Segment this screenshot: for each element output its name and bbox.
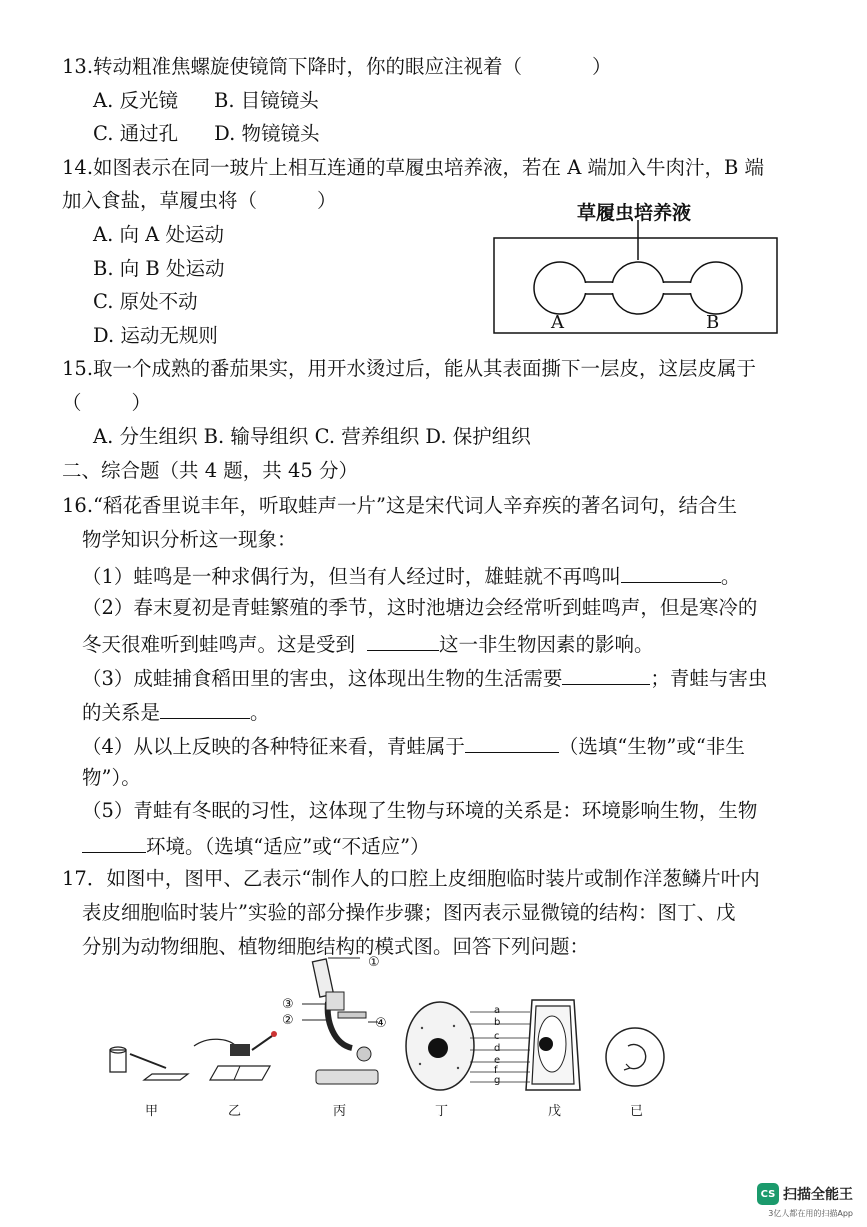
q16-part3-line1: （3）成蛙捕食稻田里的害虫，这体现出生物的生活需要 ；青蛙与害虫 xyxy=(82,667,768,690)
q16-part1: （1）蛙鸣是一种求偶行为，但当有人经过时，雄蛙就不再鸣叫 。 xyxy=(82,565,741,588)
q14-option-d: D. 运动无规则 xyxy=(93,324,218,347)
q16-part3-line2: 的关系是 。 xyxy=(82,701,270,724)
drop-a xyxy=(534,262,586,314)
cell-letter-a: a xyxy=(494,1005,501,1016)
scanner-name: 扫描全能王 xyxy=(783,1187,853,1203)
culture-slide-diagram xyxy=(490,218,780,338)
fig-wu-plant-cell xyxy=(522,996,584,1096)
q15-stem-line2: （ ） xyxy=(62,391,152,414)
mark-2: ② xyxy=(282,1013,294,1028)
cell-letter-d: d xyxy=(494,1043,501,1054)
q14-option-c: C. 原处不动 xyxy=(93,290,198,313)
fig-label-yi2: 已 xyxy=(630,1104,644,1119)
q14-stem-line2: 加入食盐，草履虫将（ ） xyxy=(62,189,337,212)
fig-label-wu: 戊 xyxy=(548,1104,562,1119)
label-a: A xyxy=(551,312,564,333)
q15-options: A. 分生组织 B. 输导组织 C. 营养组织 D. 保护组织 xyxy=(93,425,531,448)
cell-letter-e: e xyxy=(494,1055,501,1066)
cell-letter-g: g xyxy=(494,1075,501,1086)
answer-blank-6 xyxy=(82,834,146,853)
label-b: B xyxy=(706,312,720,333)
fig-jia-dropper-slide xyxy=(104,1036,192,1086)
camscanner-logo-icon: CS xyxy=(757,1183,779,1205)
q14-stem-line1: 14.如图表示在同一玻片上相互连通的草履虫培养液，若在 A 端加入牛肉汁，B 端 xyxy=(62,156,765,179)
q16-part4-line1: （4）从以上反映的各种特征来看，青蛙属于 （选填“生物”或“非生 xyxy=(82,735,745,758)
q17-stem-line3: 分别为动物细胞、植物细胞结构的模式图。回答下列问题： xyxy=(82,935,590,958)
q14-option-b: B. 向 B 处运动 xyxy=(93,257,225,280)
answer-blank-4 xyxy=(160,700,250,719)
cell-letter-c: c xyxy=(494,1031,500,1042)
fig-label-yi: 乙 xyxy=(228,1104,242,1119)
q16-stem-line1: 16.“稻花香里说丰年，听取蛙声一片”这是宋代词人辛弃疾的著名词句，结合生 xyxy=(62,494,737,517)
answer-blank-2 xyxy=(367,632,439,651)
fig-label-ding: 丁 xyxy=(435,1104,449,1119)
q13-stem: 13.转动粗准焦螺旋使镜筒下降时，你的眼应注视着（ ） xyxy=(62,55,612,78)
q13-options-row1: A. 反光镜 B. 目镜镜头 xyxy=(93,89,319,112)
channel-mask-left xyxy=(580,283,620,293)
answer-blank-3 xyxy=(562,666,650,685)
answer-blank-5 xyxy=(465,734,559,753)
fig-label-jia: 甲 xyxy=(145,1104,159,1119)
q16-part2-line1: （2）春末夏初是青蛙繁殖的季节，这时池塘边会经常听到蛙鸣声，但是寒冷的 xyxy=(82,596,758,619)
q15-stem-line1: 15.取一个成熟的番茄果实，用开水烫过后，能从其表面撕下一层皮，这层皮属于 xyxy=(62,357,757,380)
q17-stem-line1: 17．如图中，图甲、乙表示“制作人的口腔上皮细胞临时装片或制作洋葱鳞片叶内 xyxy=(62,867,760,890)
q14-option-a: A. 向 A 处运动 xyxy=(93,223,224,246)
answer-blank-1 xyxy=(621,564,721,583)
cell-letter-b: b xyxy=(494,1017,501,1028)
q16-part4-line2: 物”）。 xyxy=(82,766,141,789)
mark-3: ③ xyxy=(282,997,294,1012)
fig-yi-coverslip xyxy=(188,1030,280,1086)
q16-part5-line1: （5）青蛙有冬眠的习性，这体现了生物与环境的关系是：环境影响生物，生物 xyxy=(82,799,758,822)
q16-part5-line2: 环境。（选填“适应”或“不适应”） xyxy=(82,834,430,857)
fig-yi2-field-of-view xyxy=(604,1026,666,1088)
mark-1: ① xyxy=(368,955,380,970)
fig-label-bing: 丙 xyxy=(333,1104,347,1119)
section2-heading: 二、综合题（共 4 题，共 45 分） xyxy=(62,459,359,482)
q16-part2-line2: 冬天很难听到蛙鸣声。这是受到 这一非生物因素的影响。 xyxy=(82,633,654,656)
mark-4: ④ xyxy=(375,1016,387,1031)
scanner-watermark xyxy=(757,1183,853,1205)
channel-mask-right xyxy=(658,283,698,293)
q17-stem-line2: 表皮细胞临时装片”实验的部分操作步骤；图丙表示显微镜的结构：图丁、戊 xyxy=(82,901,736,924)
scanner-tagline: 3亿人都在用的扫描App xyxy=(768,1209,853,1218)
q13-options-row2: C. 通过孔 D. 物镜镜头 xyxy=(93,122,320,145)
q16-stem-line2: 物学知识分析这一现象： xyxy=(82,528,297,551)
figure-title: 草履虫培养液 xyxy=(577,202,692,224)
cell-letter-f: f xyxy=(494,1065,498,1076)
